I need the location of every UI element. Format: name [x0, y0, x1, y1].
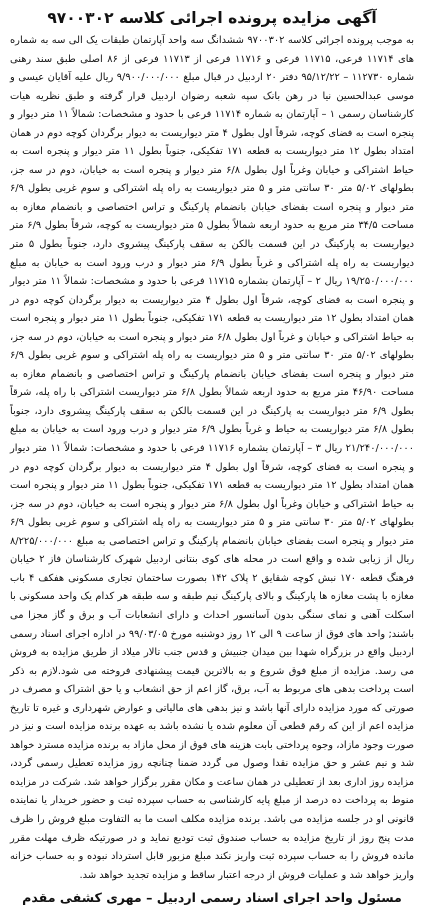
notice-signature: مسئول واحد اجرای اسناد رسمی اردبیل – مهری کشفی مقدم [22, 890, 402, 906]
notice-body: به موجب پرونده اجرائی کلاسه ۹۷۰۰۳۰۲ ششدانگ سه واحد آپارتمان طبقات یک الی سه به شماره های ۱۱۷۱۴ فرعی، ۱۱۷۱۵ فرعی و ۱۱۷۱۶ فرعی از ۱۱۷۱۳ فرعی از ۸۶ اصلی طبق سند رهنی شماره ۱۱۲۷۳۰ – ۹۵/۱۲/۲۲ دفتر ۲۰ اردبیل در قبال مبلغ ۹/۹۰۰/۰۰۰/۰۰۰ ریال علیه آقایان عیسی و موسی عبدالحسین نیا در رهن بانک سپه شعبه رضوان اردبیل قرار گرفته و طبق نظریه هیات کارشناسان رسمی ۱ – آپارتمان به شماره ۱۱۷۱۴ فرعی با حدود و مشخصات: شمالاً ۱۱ متر دیوار و پنجره است به فضای کوچه، شرقاً اول بطول ۴ متر دیواریست به دیوار برگردان کوچه دوم در همان امتداد بطول ۱۲ متر دیواریست به قطعه ۱۷۱ تفکیکی، جنوباً بطول ۱۱ متر دیوار و پنجره است به حیاط اشتراکی و خیابان وغرباً اول بطول ۶/۸ متر دیوار و پنجره است به خیابان، دوم در سه جز، بطولهای ۵/۰۲ متر ۳۰ سانتی متر و ۵ متر دیواریست به راه پله اشتراکی و سوم غربی بطول ۶/۹ متر دیوار و پنجره است بفضای خیابان بانضمام پارکینگ و تراس اختصاصی و بانضمام مغازه به مساحت ۳۴/۵ متر مربع به حدود اربعه شمالاً بطول ۵ متر دیواریست به کوچه، شرقاً بطول ۶/۹ متر دیواریست به پارکینگ در این قسمت بالکن به سقف پارکینگ پیشروی دارد، جنوباً بطول ۵ متر دیواریست به راه پله اشتراکی و غرباً بطول ۶/۹ متر دیوار و درب ورود است به خیابان به مبلغ ۱۹/۲۵۰/۰۰۰/۰۰۰ ریال ۲ – آپارتمان بشماره ۱۱۷۱۵ فرعی با حدود و مشخصات: شمالاً ۱۱ متر دیوار و پنجره است به فضای کوچه، شرقاً اول بطول ۴ متر دیواریست به دیوار برگردان کوچه دوم در همان امتداد بطول ۱۲ متر دیواریست به قطعه ۱۷۱ تفکیکی، جنوباً بطول ۱۱ متر دیوار و پنجره است به حیاط اشتراکی و خیابان و غرباً اول بطول ۶/۸ متر دیوار و پنجره است به خیابان، دوم در سه جز، بطولهای ۵/۰۲ متر ۳۰ سانتی متر و ۵ متر دیواریست به راه پله اشتراکی و سوم غربی بطول ۶/۹ متر دیوار و پنجره است بفضای خیابان بانضمام پارکینگ و تراس اختصاصی و بانضمام مغازه به مساحت ۴۶/۹۰ متر مربع به حدود اربعه شمالاً بطول ۶/۸ متر دیواریست اشتراکی با راه پله، شرقاً بطول ۶/۹ متر دیواریست به پارکینگ در این قسمت بالکن به سقف پارکینگ پیشروی دارد، جنوباً بطول ۶/۸ متر دیواریست به حیاط و غرباً بطول ۶/۹ متر دیوار و درب ورود است به خیابان به مبلغ ۲۱/۲۴۰/۰۰۰/۰۰۰ ریال ۳ – آپارتمان بشماره ۱۱۷۱۶ فرعی با حدود و مشخصات: شمالاً ۱۱ متر دیوار و پنجره است به فضای کوچه، شرقاً اول بطول ۴ متر دیواریست به دیوار برگردان کوچه دوم در همان امتداد بطول ۱۲ متر دیواریست به قطعه ۱۷۱ تفکیکی، جنوباً بطول ۱۱ متر دیوار و پنجره است به حیاط اشتراکی و خیابان وغرباً اول بطول ۶/۸ متر دیوار و پنجره است به خیابان، دوم در سه جز، بطولهای ۵/۰۲ متر ۳۰ سانتی متر و ۵ متر دیواریست به راه پله اشتراکی و سوم غربی بطول ۶/۹ متر دیوار و پنجره است بفضای خیابان بانضمام پارکینگ و تراس اختصاصی به مبلغ ۸/۲۲۵/۰۰۰/۰۰۰ ریال از زیابی شده و واقع است در محله های کوی بنتانی اردبیل شهرک کارشناسان فاز ۲ خیابان فرهنگ قطعه ۱۷۰ نبش کوچه شقایق ۲ پلاک ۱۴۲ بصورت ساختمان تجاری مسکونی هفکف ۴ باب مغازه با پشت مغازه ها پارکینگ و بالای پارکینگ نیم طبقه و سه طبقه هر کدام یک واحد مسکونی با اسکلت آهنی و نمای سنگی بدون آسانسور احداث و دارای انشعابات آب و برق و گاز مجزا می باشند; واحد های فوق از ساعت ۹ الی ۱۲ روز دوشنبه مورخ ۹۹/۰۳/۰۵ در اداره اجرای اسناد رسمی اردبیل واقع در بزرگراه شهدا بین میدان جنبیش و قدس جنب تالار میلاد از طریق مزایده به فروش می رسد. مزایده از مبلغ فوق شروع و به بالاترین قیمت پیشنهادی فروخته می شود.لازم به ذکر است پرداخت بدهی های مربوط به آب، برق، گاز اعم از حق انشعاب و یا حق اشتراک و مصرف در صورتی که مورد مزایده دارای آنها باشد و نیز بدهی های مالیاتی و عوارض شهرداری و غیره تا تاریخ مزایده اعم از این که رقم قطعی آن معلوم شده یا نشده باشد به عهده برنده مزایده است و نیز در صورت وجود مازاد، وجوه پرداختی بابت هزینه های فوق از محل مازاد به برنده مزایده مسترد خواهد شد و نیم عشر و حق مزایده نقدا وصول می گردد ضمنا چنانچه روز مزایده تعطیل رسمی گردد، مزایده روز اداری بعد از تعطیلی در همان ساعت و مکان مقرر برگزار خواهد شد. شرکت در مزایده منوط به پرداخت ده درصد از مبلغ پایه کارشناسی به حساب سپرده ثبت و حضور خریدار یا نماینده قانونی او در جلسه مزایده می باشد. برنده مزایده مکلف است ما به التفاوت مبلغ فروش را ظرف مدت پنج روز از تاریخ مزایده به حساب صندوق ثبت تودیع نماید و در صورتیکه ظرف مهلت مقرر مانده فروش را به حساب سپرده ثبت واریز نکند مبلغ مزبور قابل استرداد نبوده و به حساب خزانه واریز خواهد شد و عملیات فروش از درجه اعتبار ساقط و مزایده تجدید خواهد شد. [10, 35, 415, 881]
notice-title: آگهی مزایده پرونده اجرائی کلاسه ۹۷۰۰۳۰۲ [47, 9, 377, 27]
